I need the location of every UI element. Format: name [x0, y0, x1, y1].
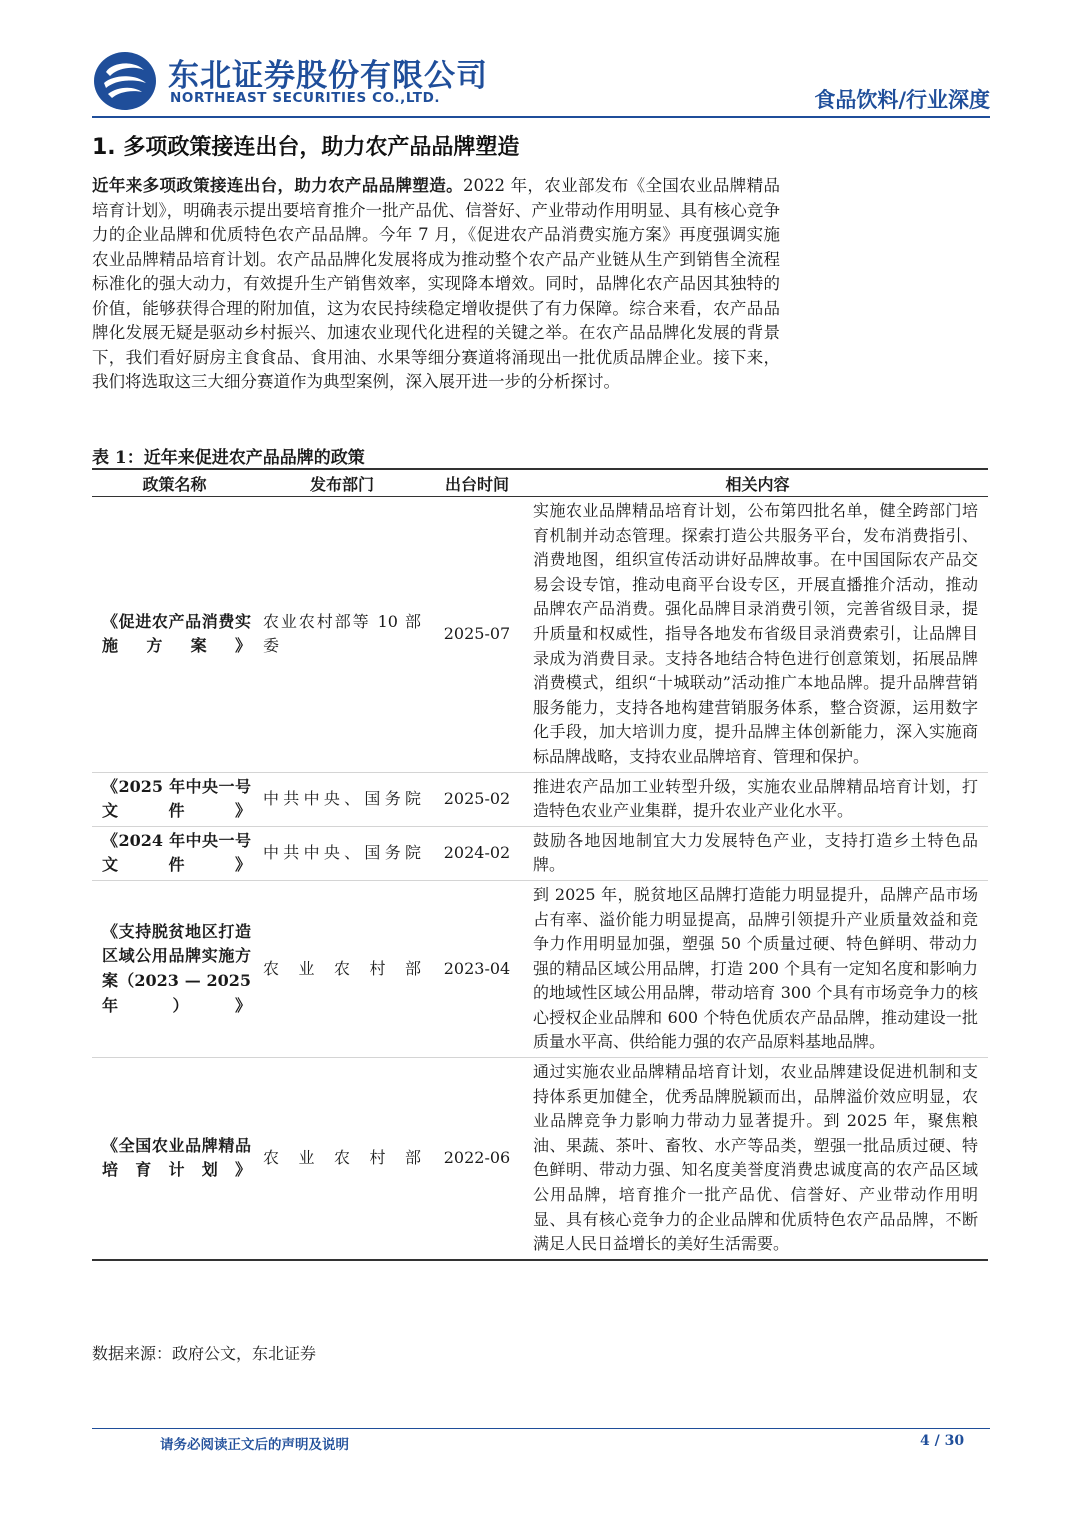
intro-body: 2022 年，农业部发布《全国农业品牌精品培育计划》，明确表示提出要培育推介一批产品优、信誉好、产业带动作用明显、具有核心竞争力的企业品牌和优质特色农产品品牌。今年 7 月，《促进农产品消费实施方案》再度强调实施农业品牌精品培育计划。农产品品牌化发展将成为推动整个农产品产业链从生产到销售全流程标准化的强大动力，有效提升生产销售效率，实现降本增效。同时，品牌化农产品因其独特的价值，能够获得合理的附加值，这为农民持续稳定增收提供了有力保障。综合来看，农产品品牌化发展无疑是驱动乡村振兴、加速农业现代化进程的关键之举。在农产品品牌化发展的背景下，我们看好厨房主食食品、食用油、水果等细分赛道将涌现出一批优质品牌企业。接下来，我们将选取这三大细分赛道作为典型案例，深入展开进一步的分析探讨。	[92, 176, 780, 391]
intro-paragraph	[92, 174, 780, 395]
policy-content: 鼓励各地因地制宜大力发展特色产业，支持打造乡土特色品牌。	[533, 830, 978, 875]
policy-department: 中共中央、国务院	[263, 843, 421, 863]
policy-name: 《2024 年中央一号文件》	[102, 830, 251, 875]
policy-name: 《促进农产品消费实施方案》	[102, 611, 251, 656]
policy-department: 中共中央、国务院	[263, 788, 421, 808]
table-row	[92, 1058, 988, 1260]
policy-content: 实施农业品牌精品培育计划，公布第四批名单，健全跨部门培育机制并动态管理。探索打造公共服务平台，发布消费指引、消费地图，组织宣传活动讲好品牌故事。在中国国际农产品交易会设专馆，推动电商平台设专区，开展直播推介活动，推动品牌农产品消费。强化品牌目录消费引领，完善省级目录，提升质量和权威性，指导各地发布省级目录消费索引，让品牌目录成为消费目录。支持各地结合特色进行创意策划，拓展品牌消费模式，组织“十城联动”活动推广本地品牌。提升品牌营销服务能力，支持各地构建营销服务体系，整合资源，运用数字化手段，加大培训力度，提升品牌主体创新能力，深入实施商标品牌战略，支持农业品牌培育、管理和保护。	[533, 501, 978, 766]
policy-department: 农业农村部	[263, 1148, 421, 1168]
company-name-en: NORTHEAST SECURITIES CO.,LTD.	[170, 90, 441, 106]
page-header	[92, 40, 990, 120]
policy-content: 推进农产品加工业转型升级，实施农业品牌精品培育计划，打造特色农业产业集群，提升农业产业化水平。	[533, 776, 978, 821]
company-logo-icon	[92, 50, 158, 112]
policy-department: 农业农村部等 10 部委	[263, 611, 421, 656]
policy-name: 《2025 年中央一号文件》	[102, 776, 251, 821]
policy-name: 《支持脱贫地区打造区域公用品牌实施方案（2023 — 2025 年）》	[102, 921, 251, 1015]
policy-department: 农业农村部	[263, 958, 421, 978]
report-category: 食品饮料/行业深度	[814, 88, 990, 112]
table-row	[92, 497, 988, 773]
table-caption: 表 1：近年来促进农产品品牌的政策	[92, 448, 365, 468]
header-content: 相关内容	[725, 474, 790, 494]
header-divider	[92, 116, 990, 118]
table-header-row	[92, 469, 988, 497]
header-policy-name: 政策名称	[142, 474, 207, 494]
table-row	[92, 772, 988, 826]
page-number: 4 / 30	[920, 1433, 965, 1449]
policy-date: 2025-07	[443, 623, 511, 643]
footer-disclaimer: 请务必阅读正文后的声明及说明	[160, 1437, 349, 1453]
policy-name: 《全国农业品牌精品培育计划》	[102, 1135, 251, 1180]
policy-date: 2025-02	[443, 788, 511, 808]
table-row	[92, 880, 988, 1057]
company-name-cn: 东北证券股份有限公司	[168, 58, 488, 94]
data-source-note: 数据来源：政府公文，东北证券	[92, 1344, 317, 1363]
policy-date: 2024-02	[443, 843, 511, 863]
footer-divider	[92, 1428, 990, 1429]
section-title: 1. 多项政策接连出台，助力农产品品牌塑造	[92, 135, 520, 160]
policy-content: 到 2025 年，脱贫地区品牌打造能力明显提升，品牌产品市场占有率、溢价能力明显提高，品牌引领提升产业质量效益和竞争力作用明显加强，塑强 50 个质量过硬、特色鲜明、带动力强的精品区域公用品牌，打造 200 个具有一定知名度和影响力的地域性区域公用品牌，带动培育 300 个具有市场竞争力的核心授权企业品牌和 600 个特色优质农产品品牌，推动建设一批质量水平高、供给能力强的农产品原料基地品牌。	[533, 884, 978, 1052]
table-row	[92, 826, 988, 880]
policy-date: 2023-04	[443, 958, 511, 978]
header-department: 发布部门	[309, 474, 374, 494]
policy-table	[92, 468, 988, 1261]
policy-date: 2022-06	[443, 1148, 511, 1168]
header-date: 出台时间	[444, 474, 509, 494]
intro-lead-sentence: 近年来多项政策接连出台，助力农产品品牌塑造。	[92, 176, 463, 195]
policy-content: 通过实施农业品牌精品培育计划，农业品牌建设促进机制和支持体系更加健全，优秀品牌脱颖而出，品牌溢价效应明显，农业品牌竞争力影响力带动力显著提升。到 2025 年，聚焦粮油、果蔬、茶叶、畜牧、水产等品类，塑强一批品质过硬、特色鲜明、带动力强、知名度美誉度消费忠诚度高的农产品区域公用品牌，培育推介一批产品优、信誉好、产业带动作用明显、具有核心竞争力的企业品牌和优质特色农产品品牌，不断满足人民日益增长的美好生活需要。	[533, 1062, 978, 1254]
